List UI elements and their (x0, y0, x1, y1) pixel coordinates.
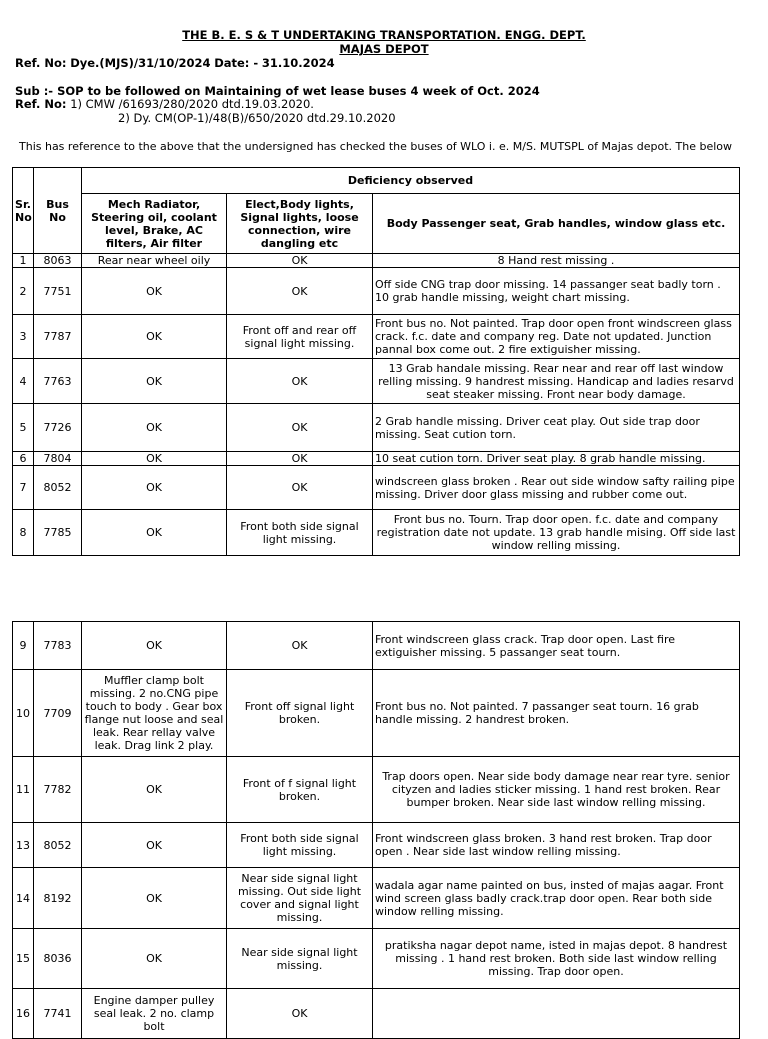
refs-label: Ref. No: (15, 97, 67, 111)
col-mech-header: Mech Radiator, Steering oil, coolant level, Brake, AC filters, Air filter (82, 194, 227, 254)
body-cell (373, 989, 740, 1039)
body-cell: Off side CNG trap door missing. 14 passanger seat badly torn . 10 grab handle missing, weight chart missing. (373, 268, 740, 315)
body-cell: Front bus no. Not painted. 7 passanger seat tourn. 16 grab handle missing. 2 handrest broken. (373, 670, 740, 757)
table-row (13, 929, 740, 989)
sr-cell: 7 (13, 466, 34, 510)
elect-cell: OK (227, 452, 373, 466)
sr-cell: 3 (13, 315, 34, 359)
elect-cell: Front both side signal light missing. (227, 823, 373, 868)
bus-no-cell: 7741 (34, 989, 82, 1039)
table-row (13, 452, 740, 466)
sr-cell: 8 (13, 510, 34, 556)
table-row (13, 823, 740, 868)
sr-cell: 9 (13, 622, 34, 670)
bus-no-cell: 7709 (34, 670, 82, 757)
mech-cell: OK (82, 823, 227, 868)
table-row (13, 254, 740, 268)
mech-cell: OK (82, 757, 227, 823)
mech-cell: OK (82, 359, 227, 404)
ref-label: Ref. No: (15, 56, 67, 70)
body-cell: Front bus no. Not painted. Trap door open front windscreen glass crack. f.c. date and company reg. Date not updated. Junction pannal box come out. 2 fire extiguisher missing. (373, 315, 740, 359)
mech-cell: OK (82, 868, 227, 929)
bus-no-cell: 8052 (34, 823, 82, 868)
elect-cell: Near side signal light missing. Out side light cover and signal light missing. (227, 868, 373, 929)
mech-cell: Rear near wheel oily (82, 254, 227, 268)
bus-no-cell: 7783 (34, 622, 82, 670)
body-cell: 13 Grab handale missing. Rear near and rear off last window relling missing. 9 handrest missing. Handicap and ladies resarvd seat steaker missing. Front near body damage. (373, 359, 740, 404)
table-row (13, 622, 740, 670)
body-cell: windscreen glass broken . Rear out side window safty railing pipe missing. Driver door glass missing and rubber come out. (373, 466, 740, 510)
elect-cell: OK (227, 466, 373, 510)
ref-line (15, 56, 335, 70)
table-row (13, 757, 740, 823)
elect-cell: Front of f signal light broken. (227, 757, 373, 823)
sr-cell: 14 (13, 868, 34, 929)
deficiency-table-1 (12, 167, 740, 556)
body-cell: Front windscreen glass broken. 3 hand rest broken. Trap door open . Near side last window relling missing. (373, 823, 740, 868)
deficiency-header: Deficiency observed (82, 168, 740, 194)
col-bus-header: Bus No (34, 168, 82, 254)
mech-cell: OK (82, 929, 227, 989)
mech-cell: OK (82, 315, 227, 359)
elect-cell: Front off signal light broken. (227, 670, 373, 757)
bus-no-cell: 7763 (34, 359, 82, 404)
sr-cell: 1 (13, 254, 34, 268)
table-row (13, 670, 740, 757)
body-cell: wadala agar name painted on bus, insted of majas aagar. Front wind screen glass badly crack.trap door open. Rear both side window relling missing. (373, 868, 740, 929)
ref-date: 31.10.2024 (261, 56, 335, 70)
body-cell: Front bus no. Tourn. Trap door open. f.c. date and company registration date not update. 13 grab handle mising. Off side last window relling missing. (373, 510, 740, 556)
table-row (13, 315, 740, 359)
bus-no-cell: 7782 (34, 757, 82, 823)
subject-line (15, 84, 540, 98)
bus-no-cell: 8192 (34, 868, 82, 929)
bus-no-cell: 7787 (34, 315, 82, 359)
col-elect-header: Elect,Body lights, Signal lights, loose connection, wire dangling etc (227, 194, 373, 254)
elect-cell: OK (227, 268, 373, 315)
col-sr-header: Sr. No (13, 168, 34, 254)
body-cell: Front windscreen glass crack. Trap door open. Last fire extiguisher missing. 5 passanger seat tourn. (373, 622, 740, 670)
sr-cell: 11 (13, 757, 34, 823)
sr-cell: 5 (13, 404, 34, 452)
elect-cell: OK (227, 622, 373, 670)
intro-text: This has reference to the above that the undersigned has checked the buses of WLO i. e. M/S. MUTSPL of Majas depot. The below (19, 140, 733, 153)
sr-cell: 6 (13, 452, 34, 466)
bus-no-cell: 7804 (34, 452, 82, 466)
sr-cell: 2 (13, 268, 34, 315)
bus-no-cell: 8063 (34, 254, 82, 268)
mech-cell: OK (82, 404, 227, 452)
bus-no-cell: 7785 (34, 510, 82, 556)
ref-date-label: Date: - (214, 56, 259, 70)
subject-label: Sub :- (15, 84, 54, 98)
elect-cell: Near side signal light missing. (227, 929, 373, 989)
mech-cell: OK (82, 466, 227, 510)
table-row (13, 268, 740, 315)
body-cell: Trap doors open. Near side body damage near rear tyre. senior cityzen and ladies sticker missing. 1 hand rest broken. Rear bumper broken. Near side last window relling missing. (373, 757, 740, 823)
elect-cell: OK (227, 404, 373, 452)
sr-cell: 16 (13, 989, 34, 1039)
mech-cell: OK (82, 622, 227, 670)
refs-item-1: 1) CMW /61693/280/2020 dtd.19.03.2020. (70, 97, 314, 111)
sr-cell: 4 (13, 359, 34, 404)
refs-item-2: 2) Dy. CM(OP-1)/48(B)/650/2020 dtd.29.10.2020 (118, 111, 396, 125)
body-cell: 10 seat cution torn. Driver seat play. 8 grab handle missing. (373, 452, 740, 466)
ref-number: Dye.(MJS)/31/10/2024 (70, 56, 211, 70)
body-cell: 8 Hand rest missing . (373, 254, 740, 268)
elect-cell: OK (227, 359, 373, 404)
deficiency-table-2 (12, 621, 740, 1039)
elect-cell: OK (227, 254, 373, 268)
bus-no-cell: 7751 (34, 268, 82, 315)
sr-cell: 13 (13, 823, 34, 868)
bus-no-cell: 7726 (34, 404, 82, 452)
table-row (13, 359, 740, 404)
body-cell: pratiksha nagar depot name, isted in majas depot. 8 handrest missing . 1 hand rest broken. Both side last window relling missing. Trap door open. (373, 929, 740, 989)
bus-no-cell: 8052 (34, 466, 82, 510)
sr-cell: 15 (13, 929, 34, 989)
elect-cell: Front off and rear off signal light missing. (227, 315, 373, 359)
mech-cell: OK (82, 268, 227, 315)
table-row (13, 868, 740, 929)
mech-cell: OK (82, 510, 227, 556)
mech-cell: Muffler clamp bolt missing. 2 no.CNG pipe touch to body . Gear box flange nut loose and seal leak. Rear rellay valve leak. Drag link 2 play. (82, 670, 227, 757)
sr-cell: 10 (13, 670, 34, 757)
mech-cell: Engine damper pulley seal leak. 2 no. clamp bolt (82, 989, 227, 1039)
org-title: THE B. E. S & T UNDERTAKING TRANSPORTATION. ENGG. DEPT. (182, 28, 586, 42)
bus-no-cell: 8036 (34, 929, 82, 989)
elect-cell: OK (227, 989, 373, 1039)
col-body-header: Body Passenger seat, Grab handles, window glass etc. (373, 194, 740, 254)
refs-line (15, 97, 314, 111)
body-cell: 2 Grab handle missing. Driver ceat play. Out side trap door missing. Seat cution torn. (373, 404, 740, 452)
subject-text: SOP to be followed on Maintaining of wet lease buses 4 week of Oct. 2024 (57, 84, 540, 98)
table-row (13, 404, 740, 452)
table-row (13, 510, 740, 556)
table-row (13, 989, 740, 1039)
table-row (13, 466, 740, 510)
mech-cell: OK (82, 452, 227, 466)
elect-cell: Front both side signal light missing. (227, 510, 373, 556)
depot-title: MAJAS DEPOT (339, 42, 429, 56)
